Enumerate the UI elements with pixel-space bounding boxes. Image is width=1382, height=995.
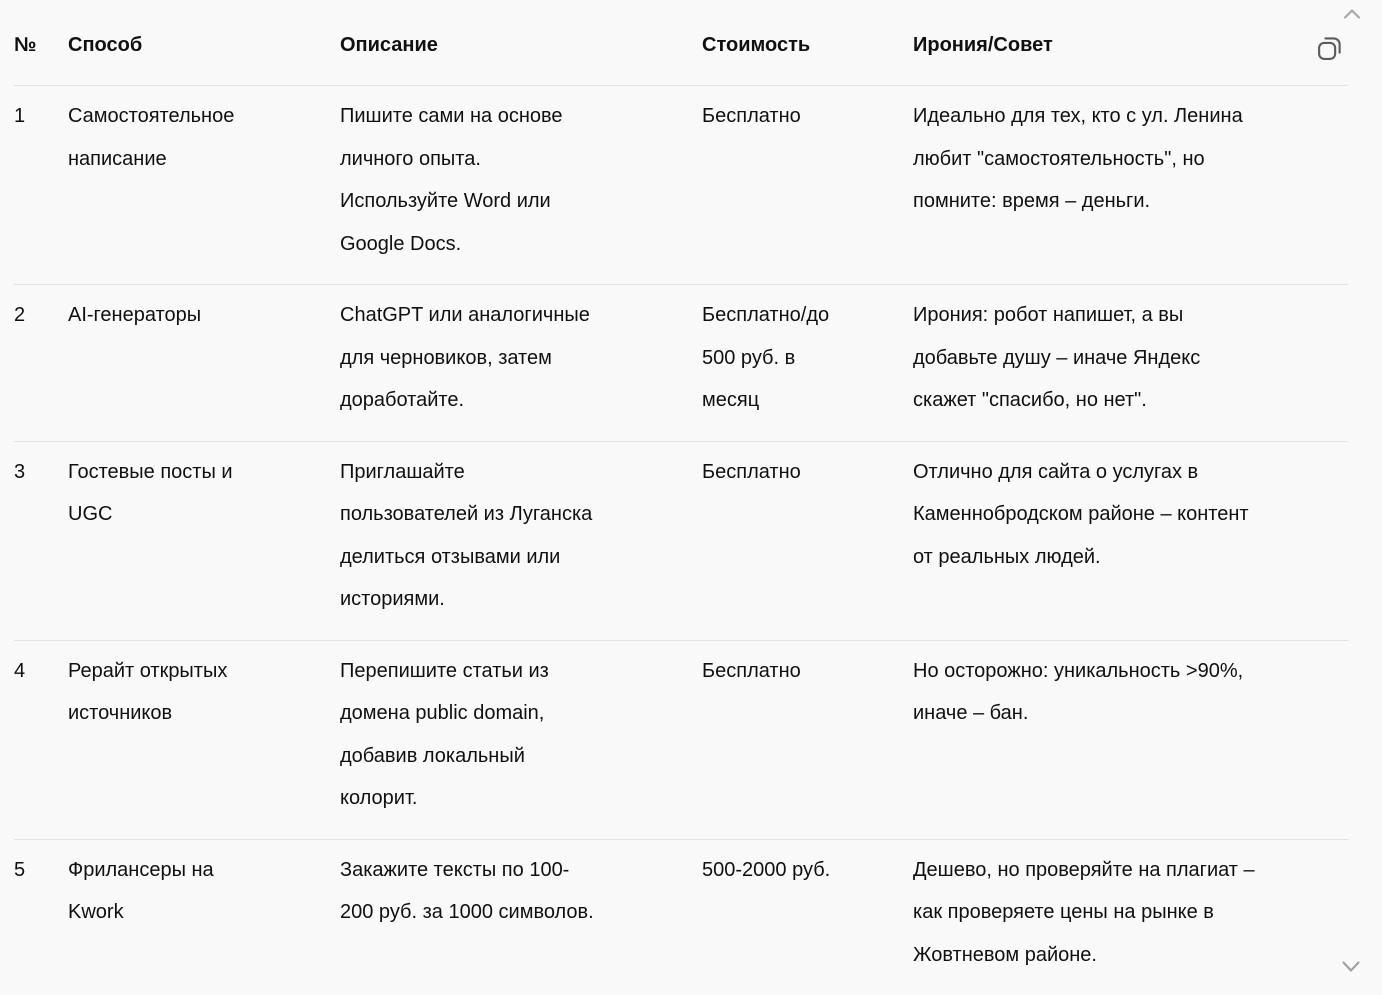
description-cell: Закажите тексты по 100-200 руб. за 1000 символов. [340,839,702,995]
advice-cell: Дешево, но проверяйте на плагиат – как проверяете цены на рынке в Жовтневом районе. [913,839,1348,995]
col-header-method: Способ [68,0,340,86]
table-row [14,839,1348,995]
method-cell: AI-генераторы [68,285,340,442]
method-cell: Гостевые посты и UGC [68,441,340,640]
cost-cell: Бесплатно [702,86,913,285]
cost-cell: Бесплатно/до 500 руб. в месяц [702,285,913,442]
header-row [14,0,1348,86]
chevron-down-icon [1341,960,1361,973]
table-row [14,441,1348,640]
advice-cell: Ирония: робот напишет, а вы добавьте душу – иначе Яндекс скажет "спасибо, но нет". [913,285,1348,442]
copy-icon [1315,33,1345,63]
row-number-cell: 5 [14,839,68,995]
description-cell: Пишите сами на основе личного опыта. Используйте Word или Google Docs. [340,86,702,285]
col-header-number: № [14,0,68,86]
cost-cell: Бесплатно [702,441,913,640]
chevron-up-icon [1343,8,1361,20]
description-cell: Перепишите статьи из домена public domain, добавив локальный колорит. [340,640,702,839]
scroll-down-button[interactable] [1341,960,1361,973]
scroll-up-button[interactable] [1343,8,1361,20]
method-cell: Рерайт открытых источников [68,640,340,839]
methods-table [14,0,1348,995]
table-row [14,640,1348,839]
description-cell: Приглашайте пользователей из Луганска делиться отзывами или историями. [340,441,702,640]
advice-cell: Отлично для сайта о услугах в Каменнобродском районе – контент от реальных людей. [913,441,1348,640]
table-header [14,0,1348,86]
cost-cell: 500-2000 руб. [702,839,913,995]
row-number-cell: 2 [14,285,68,442]
copy-button[interactable] [1313,31,1347,65]
method-cell: Фрилансеры на Kwork [68,839,340,995]
description-cell: ChatGPT или аналогичные для черновиков, затем доработайте. [340,285,702,442]
advice-cell: Идеально для тех, кто с ул. Ленина любит "самостоятельность", но помните: время – деньги. [913,86,1348,285]
col-header-cost: Стоимость [702,0,913,86]
col-header-description: Описание [340,0,702,86]
table-row [14,285,1348,442]
table-row [14,86,1348,285]
row-number-cell: 1 [14,86,68,285]
col-header-advice: Ирония/Совет [913,0,1348,86]
row-number-cell: 4 [14,640,68,839]
cost-cell: Бесплатно [702,640,913,839]
method-cell: Самостоятельное написание [68,86,340,285]
row-number-cell: 3 [14,441,68,640]
table-body [14,86,1348,995]
advice-cell: Но осторожно: уникальность >90%, иначе – бан. [913,640,1348,839]
